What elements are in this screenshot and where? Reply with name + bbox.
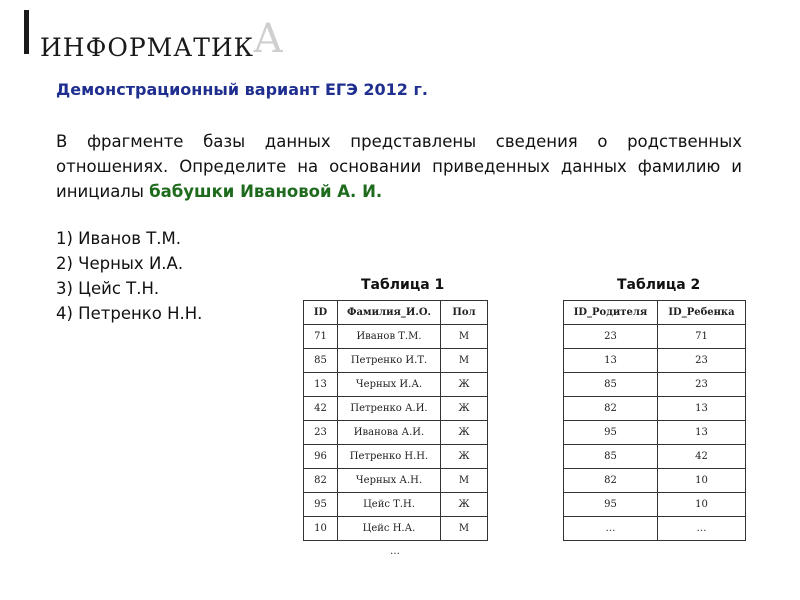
logo-text	[40, 16, 285, 66]
table-cell: Иванова А.И.	[338, 421, 441, 445]
table-row	[304, 325, 488, 349]
table-row	[564, 397, 746, 421]
table-row	[564, 349, 746, 373]
table-cell: Ж	[441, 421, 488, 445]
table-cell: 23	[658, 373, 746, 397]
table2	[563, 300, 746, 541]
logo	[14, 2, 285, 62]
table-cell: 10	[304, 517, 338, 541]
table-header-cell: ID_Родителя	[564, 301, 658, 325]
answer-option: 1) Иванов Т.М.	[56, 229, 182, 248]
table-row	[564, 373, 746, 397]
table-cell: Ж	[441, 493, 488, 517]
table-cell: Цейс Н.А.	[338, 517, 441, 541]
table-cell: 13	[658, 421, 746, 445]
table-row	[564, 445, 746, 469]
table-cell: 13	[304, 373, 338, 397]
answer-option: 2) Черных И.А.	[56, 254, 184, 273]
table2-caption: Таблица 2	[617, 277, 701, 293]
table-cell: 42	[304, 397, 338, 421]
table-row	[304, 493, 488, 517]
answer-option: 4) Петренко Н.Н.	[56, 304, 203, 323]
table-cell: …	[564, 517, 658, 541]
logo-big-letter: А	[253, 16, 285, 62]
table-row	[304, 517, 488, 541]
table-cell: Петренко А.И.	[338, 397, 441, 421]
table1-caption: Таблица 1	[361, 277, 445, 293]
question-highlight: бабушки Ивановой А. И.	[149, 182, 383, 201]
table-cell: …	[658, 517, 746, 541]
table-cell: 23	[658, 349, 746, 373]
answer-option: 3) Цейс Т.Н.	[56, 279, 160, 298]
table-header-row	[564, 301, 746, 325]
table-cell: Ж	[441, 397, 488, 421]
table-cell: 96	[304, 445, 338, 469]
table-cell: Ж	[441, 373, 488, 397]
question-body: В фрагменте базы данных представлены сведения о родственных отношениях. Определите на основании приведенных данных фамилию и инициалы	[56, 132, 742, 201]
table-cell: М	[441, 325, 488, 349]
table-cell: Черных И.А.	[338, 373, 441, 397]
table-row	[304, 349, 488, 373]
table-row	[564, 325, 746, 349]
logo-bar	[24, 10, 29, 54]
table-cell: 85	[304, 349, 338, 373]
table-cell: 23	[564, 325, 658, 349]
table-cell: Петренко И.Т.	[338, 349, 441, 373]
table-cell: 13	[658, 397, 746, 421]
table-cell: Черных А.Н.	[338, 469, 441, 493]
table-row	[304, 421, 488, 445]
table-cell: 82	[564, 469, 658, 493]
table-row	[304, 469, 488, 493]
page-title: Демонстрационный вариант ЕГЭ 2012 г.	[56, 80, 428, 99]
table-cell: 71	[658, 325, 746, 349]
table-cell: Иванов Т.М.	[338, 325, 441, 349]
table-cell: 85	[564, 445, 658, 469]
table-cell: Петренко Н.Н.	[338, 445, 441, 469]
table-row	[304, 373, 488, 397]
table-row	[564, 517, 746, 541]
table-cell: 10	[658, 493, 746, 517]
table-row	[304, 445, 488, 469]
table-row	[304, 397, 488, 421]
table1-continuation: …	[390, 546, 400, 557]
answer-list	[56, 226, 202, 326]
table-header-cell: ID_Ребенка	[658, 301, 746, 325]
table-header-cell: Фамилия_И.О.	[338, 301, 441, 325]
table1	[303, 300, 488, 541]
table-header-cell: Пол	[441, 301, 488, 325]
table-cell: 95	[564, 421, 658, 445]
table-row	[564, 469, 746, 493]
table-cell: 10	[658, 469, 746, 493]
table-header-cell: ID	[304, 301, 338, 325]
table-cell: 42	[658, 445, 746, 469]
table-cell: 95	[564, 493, 658, 517]
table-cell: М	[441, 349, 488, 373]
table-cell: 82	[304, 469, 338, 493]
table-header-row	[304, 301, 488, 325]
table-cell: 71	[304, 325, 338, 349]
table-cell: 13	[564, 349, 658, 373]
table-cell: 82	[564, 397, 658, 421]
table-cell: М	[441, 469, 488, 493]
table-cell: Цейс Т.Н.	[338, 493, 441, 517]
question-text	[56, 129, 742, 204]
table-row	[564, 421, 746, 445]
table-cell: Ж	[441, 445, 488, 469]
table-cell: 85	[564, 373, 658, 397]
table-row	[564, 493, 746, 517]
table-cell: М	[441, 517, 488, 541]
logo-main: ИНФОРМАТИК	[40, 33, 255, 62]
table-cell: 95	[304, 493, 338, 517]
table-cell: 23	[304, 421, 338, 445]
